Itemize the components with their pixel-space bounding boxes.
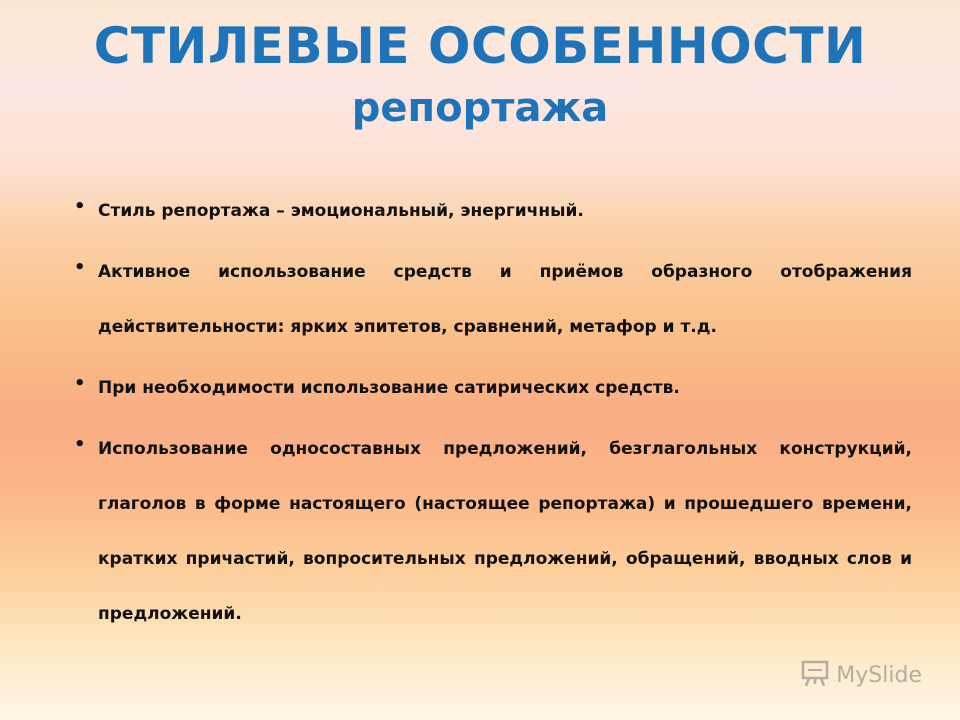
bullet-marker: • <box>74 373 86 394</box>
bullet-text: При необходимости использование сатирических средств. <box>98 378 680 398</box>
bullet-item <box>72 422 912 642</box>
bullet-item <box>72 184 912 239</box>
bullet-text: Активное использование средств и приёмов образного отображения действительности: ярких эпитетов, сравнений, метафор и т.д. <box>98 262 912 337</box>
watermark-logo <box>800 658 922 692</box>
bullet-marker: • <box>74 434 86 455</box>
presentation-board-icon <box>800 658 830 692</box>
bullet-item <box>72 361 912 416</box>
slide-title <box>0 14 960 134</box>
bullet-item <box>72 245 912 355</box>
title-subtitle: репортажа <box>351 85 609 131</box>
bullet-marker: • <box>74 196 86 217</box>
title-main: СТИЛЕВЫЕ ОСОБЕННОСТИ <box>93 17 867 75</box>
watermark-text: MySlide <box>836 662 922 688</box>
bullet-list <box>72 184 912 648</box>
bullet-marker: • <box>74 257 86 278</box>
bullet-text: Использование односоставных предложений, безглагольных конструкций, глаголов в форме настоящего (настоящее репортажа) и прошедшего времени, кратких причастий, вопросительных предложений, обращений, вводных слов и предложений. <box>98 439 912 624</box>
bullet-text: Стиль репортажа – эмоциональный, энергичный. <box>98 201 584 221</box>
